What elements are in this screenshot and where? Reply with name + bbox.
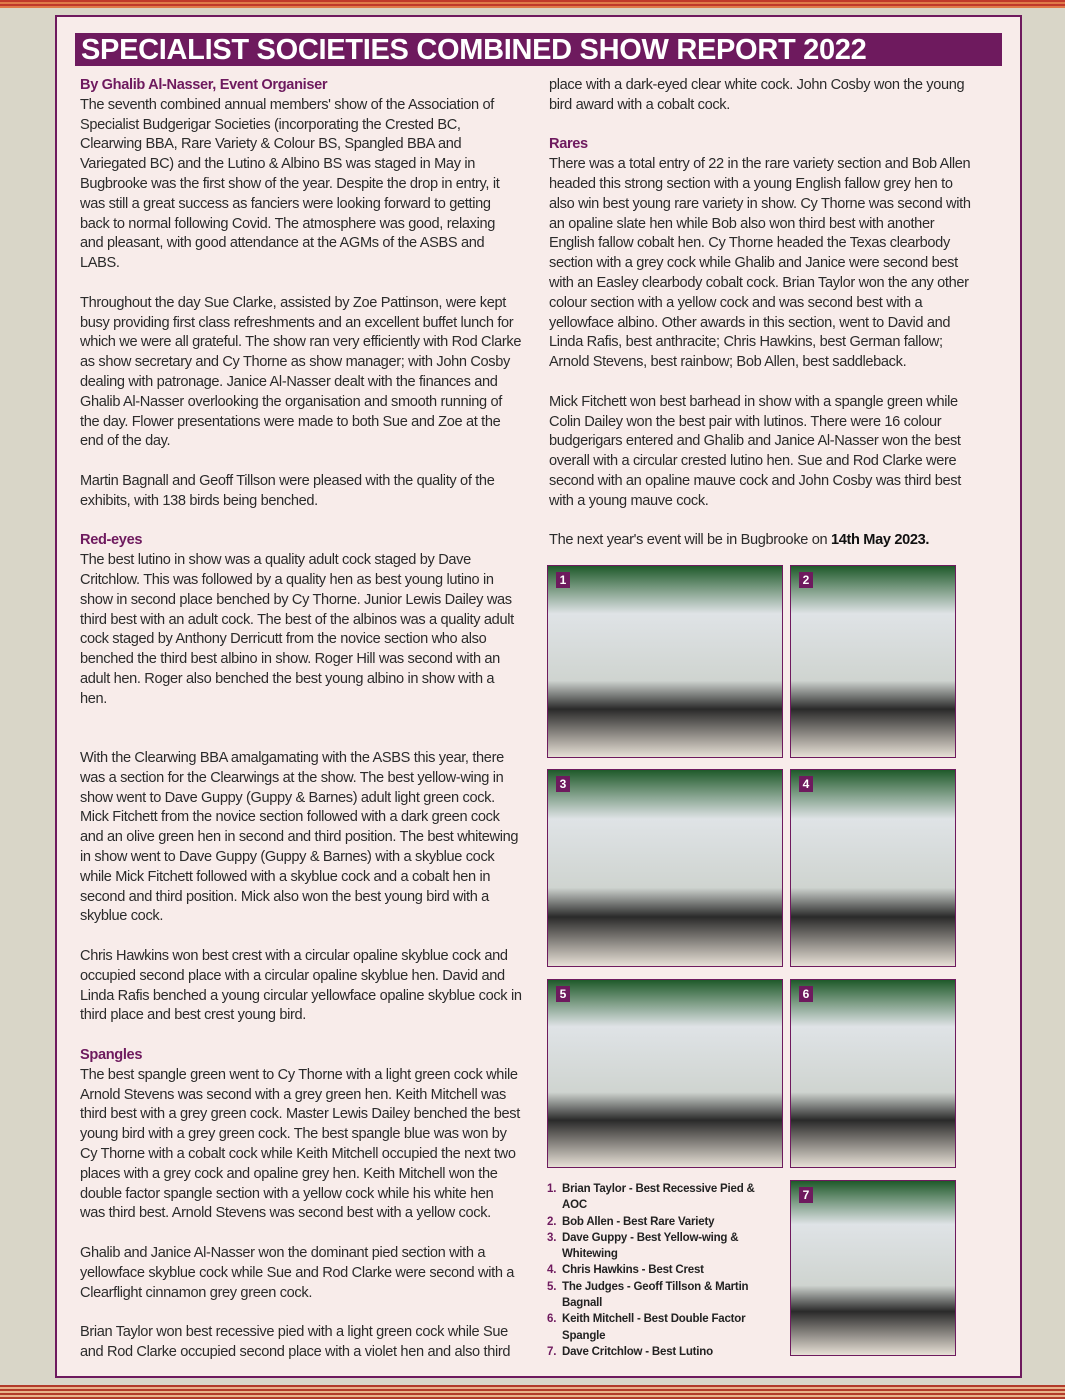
photo-number: 5	[556, 986, 570, 1002]
byline: By Ghalib Al-Nasser, Event Organiser	[80, 77, 328, 93]
photo-number: 6	[799, 986, 813, 1002]
caption-text: The Judges - Geoff Tillson & Martin Bagnall	[562, 1280, 749, 1310]
caption-number: 1.	[547, 1183, 557, 1195]
photo-number: 7	[799, 1187, 813, 1203]
caption-item	[547, 1344, 782, 1360]
caption-number: 7.	[547, 1345, 557, 1358]
paragraph: With the Clearwing BBA amalgamating with the ASBS this year, there was a section for the Clearwings at the show. The best yellow-wing in show went to Dave Guppy (Guppy & Barnes) adult light green cock. Mick Fitchett from the novice section followed with a dark green cock and an olive green hen in second and third position. The best whitewing in show went to Dave Guppy (Guppy & Barnes) with a skyblue cock while Mick Fitchett followed with a skyblue cock and a cobalt hen in second and third position. Mick also won the best young bird with a skyblue cock.	[80, 750, 519, 925]
paragraph: The seventh combined annual members' show of the Association of Specialist Budgerigar Societies (incorporating the Crested BC, Clearwing BBA, Rare Variety & Colour BS, Spangled BBA and Variegated BC) and the Lutino & Albino BS was staged in May in Bugbrooke was the first show of the year. Despite the drop in entry, it was still a great success as fanciers were looking forward to getting back to normal following Covid. The atmosphere was good, relaxing and pleasant, with good attendance at the AGMs of the ASBS and LABS.	[80, 96, 500, 272]
paragraph: Brian Taylor won best recessive pied with a light green cock while Sue and Rod Clarke occupied second place with a violet hen and also third	[80, 1324, 511, 1360]
paragraph: Mick Fitchett won best barhead in show with a spangle green while Colin Dailey won the best pair with lutinos. There were 16 colour budgerigars entered and Ghalib and Janice Al-Nasser won the best overall with a circular crested lutino hen. Sue and Rod Clarke were second with an opaline mauve cock and John Cosby was third best with a young mauve cock.	[549, 393, 961, 509]
page-title: SPECIALIST SOCIETIES COMBINED SHOW REPORT 2022	[75, 33, 1002, 66]
paragraph: Throughout the day Sue Clarke, assisted by Zoe Pattinson, were kept busy providing first class refreshments and an excellent buffet lunch for which we were all grateful. The show ran very efficiently with Rod Clarke as show secretary and Cy Thorne as show manager; with John Cosby dealing with patronage. Janice Al-Nasser dealt with the finances and Ghalib Al-Nasser overlooking the organisation and smooth running of the day. Flower presentations were made to both Sue and Zoe at the end of the day.	[80, 294, 522, 450]
photo-captions	[547, 1181, 782, 1360]
caption-text: Bob Allen - Best Rare Variety	[562, 1215, 715, 1228]
caption-text: Keith Mitchell - Best Double Factor Spangle	[562, 1313, 746, 1342]
photo-bob-allen	[790, 565, 956, 758]
paragraph: There was a total entry of 22 in the rare variety section and Bob Allen headed this strong section with a young English fallow grey hen to also win best young rare variety in show. Cy Thorne was second with an opaline slate hen while Bob also won third best with another English fallow cobalt hen. Cy Thorne headed the Texas clearbody section with a grey cock while Ghalib and Janice were second best with an Easley clearbody cobalt cock. Brian Taylor won the any other colour section with a yellow cock and was second best with a yellowface albino. Other awards in this section, went to David and Linda Rafis, best anthracite; Chris Hawkins, best German fallow; Arnold Stevens, best rainbow; Bob Allen, best saddleback.	[549, 156, 971, 371]
caption-item	[547, 1230, 782, 1263]
paragraph: Chris Hawkins won best crest with a circular opaline skyblue cock and occupied second place with a circular opaline skyblue hen. David and Linda Rafis benched a young circular yellowface opaline skyblue cock in third place and best crest young bird.	[80, 948, 522, 1024]
photo-dave-guppy	[547, 769, 783, 967]
caption-item	[547, 1214, 782, 1230]
bottom-border-stripe	[0, 1385, 1065, 1399]
caption-number: 4.	[547, 1264, 557, 1277]
top-border-stripe	[0, 0, 1065, 8]
right-column	[549, 76, 979, 571]
photo-judges	[547, 979, 783, 1168]
section-heading-spangles: Spangles	[80, 1047, 143, 1064]
caption-text: Chris Hawkins - Best Crest	[562, 1264, 704, 1277]
caption-item	[547, 1311, 782, 1344]
photo-number: 3	[556, 776, 570, 792]
caption-number: 5.	[547, 1280, 557, 1293]
photo-dave-critchlow	[790, 1180, 956, 1356]
paragraph: The best lutino in show was a quality adult cock staged by Dave Critchlow. This was followed by a quality hen as best young lutino in show in second place benched by Cy Thorne. Junior Lewis Dailey was third best with an adult cock. The best of the albinos was a quality adult cock staged by Anthony Derricutt from the novice section who also benched the third best albino in show. Roger Hill was second with an adult hen. Roger also benched the best young albino in show with a hen.	[80, 552, 514, 707]
caption-item	[547, 1279, 782, 1312]
photo-brian-taylor	[547, 565, 783, 758]
paragraph-next-event	[549, 531, 979, 551]
caption-number: 6.	[547, 1313, 557, 1326]
paragraph: Ghalib and Janice Al-Nasser won the dominant pied section with a yellowface skyblue cock while Sue and Rod Clarke were second with a Clearflight cinnamon grey green cock.	[80, 1245, 515, 1301]
caption-item	[547, 1262, 782, 1278]
caption-number: 2.	[547, 1215, 557, 1228]
next-event-text: The next year's event will be in Bugbrooke on	[549, 532, 831, 549]
caption-item	[547, 1181, 782, 1214]
photo-keith-mitchell	[790, 979, 956, 1168]
photo-chris-hawkins	[790, 769, 956, 967]
photo-number: 2	[799, 572, 813, 588]
next-event-date: 14th May 2023.	[830, 532, 930, 549]
caption-text: Dave Guppy - Best Yellow-wing & Whitewing	[562, 1231, 739, 1261]
paragraph: The best spangle green went to Cy Thorne with a light green cock while Arnold Stevens was second with a grey green hen. Keith Mitchell was third best with a grey green cock. Master Lewis Dailey benched the best young bird with a grey green cock. The best spangle blue was won by Cy Thorne with a cobalt cock while Keith Mitchell occupied the next two places with a grey cock and opaline grey hen. Keith Mitchell won the double factor spangle section with a yellow cock while his white hen was third best. Arnold Stevens was second best with a yellow cock.	[80, 1066, 520, 1222]
paragraph: place with a dark-eyed clear white cock. John Cosby won the young bird award with a cobalt cock.	[549, 77, 965, 113]
caption-text: Brian Taylor - Best Recessive Pied & AOC	[562, 1183, 755, 1212]
left-column	[80, 76, 522, 1383]
photo-number: 1	[556, 572, 570, 588]
caption-text: Dave Critchlow - Best Lutino	[562, 1345, 713, 1358]
paragraph: Martin Bagnall and Geoff Tillson were pleased with the quality of the exhibits, with 138 birds being benched.	[80, 472, 495, 509]
section-heading-red-eyes: Red-eyes	[80, 532, 143, 549]
section-heading-rares: Rares	[549, 136, 588, 153]
photo-number: 4	[799, 776, 813, 792]
caption-number: 3.	[547, 1231, 557, 1244]
